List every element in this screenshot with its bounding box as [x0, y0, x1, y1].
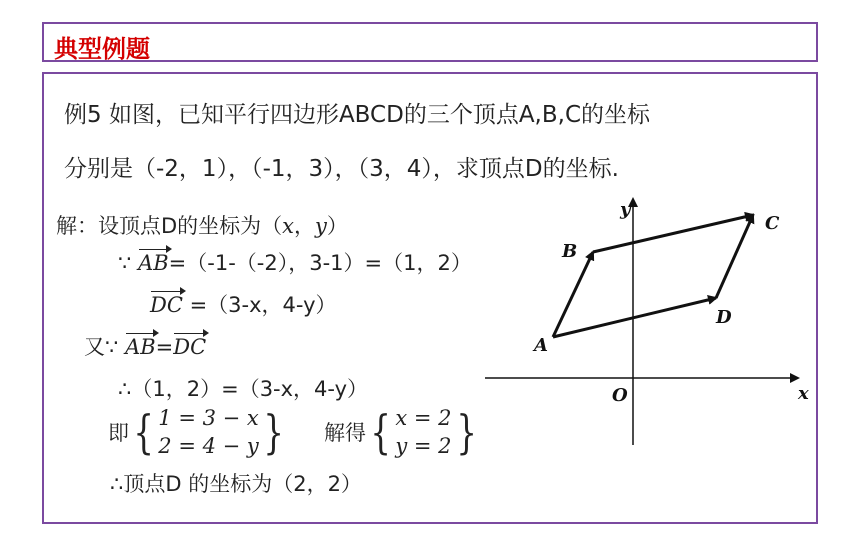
solution-line-5: [118, 373, 368, 403]
vector-ab: AB: [138, 251, 169, 275]
because-symbol-2: ∵: [105, 335, 119, 359]
dc-computation: =（3-x，4-y）: [182, 293, 337, 317]
solution-final: ∴顶点D 的坐标为（2，2）: [110, 472, 362, 496]
solution-line-3: [150, 289, 337, 319]
system-2-eq-2: y = 2: [395, 434, 452, 458]
system-2: [395, 404, 451, 460]
vector-ab-2: AB: [125, 335, 156, 359]
var-x: x: [282, 214, 295, 238]
close-paren: ）: [326, 214, 348, 238]
jiede-label: 解得: [324, 421, 367, 445]
solution-line-4: [84, 331, 206, 361]
y-axis-label: y: [620, 199, 631, 220]
question-line-2: 分别是（-2，1），（-1，3），（3，4），求顶点D的坐标.: [64, 156, 619, 182]
system-1-eq-2: 2 = 4 − y: [158, 434, 259, 458]
right-brace-2: }: [455, 405, 477, 459]
vector-dc-arrow: [716, 215, 753, 298]
ab-computation: =（-1-（-2），3-1）=（1，2）: [168, 251, 472, 275]
you-char: 又: [84, 335, 105, 359]
x-axis-label: x: [798, 383, 809, 404]
origin-label: O: [612, 385, 628, 406]
ji-char: 即: [108, 421, 129, 445]
because-symbol: ∵: [118, 251, 132, 275]
equals: =: [155, 335, 174, 359]
vector-ab-arrow: [553, 252, 593, 337]
system-1-eq-1: 1 = 3 − x: [158, 406, 259, 430]
point-a-label: A: [534, 335, 548, 356]
comma: ，: [294, 214, 316, 238]
header-bar: [42, 22, 818, 62]
solution-line-2: [118, 247, 472, 277]
page-title: 典型例题: [54, 35, 150, 63]
parallelogram-figure: [480, 195, 810, 455]
point-b-label: B: [562, 241, 578, 262]
system-1: [158, 404, 258, 460]
equation: （1，2）=（3-x，4-y）: [131, 377, 369, 401]
vector-dc: DC: [150, 293, 183, 317]
var-y: y: [315, 214, 327, 238]
system-2-eq-1: x = 2: [395, 406, 452, 430]
vector-bc-arrow: [593, 215, 753, 252]
question-line-1: 例5 如图，已知平行四边形ABCD的三个顶点A,B,C的坐标: [64, 102, 651, 128]
right-brace-1: }: [263, 405, 284, 459]
therefore-symbol: ∴: [118, 377, 132, 401]
point-d-label: D: [716, 307, 732, 328]
solution-intro: 解：设顶点D的坐标为（: [56, 214, 283, 238]
solution-systems: [108, 404, 481, 460]
solution-line-1: [56, 210, 348, 240]
vector-ad-arrow: [553, 298, 716, 337]
point-c-label: C: [765, 213, 780, 234]
left-brace-2: {: [370, 405, 391, 459]
left-brace-1: {: [133, 405, 154, 459]
vector-dc-2: DC: [173, 335, 207, 359]
